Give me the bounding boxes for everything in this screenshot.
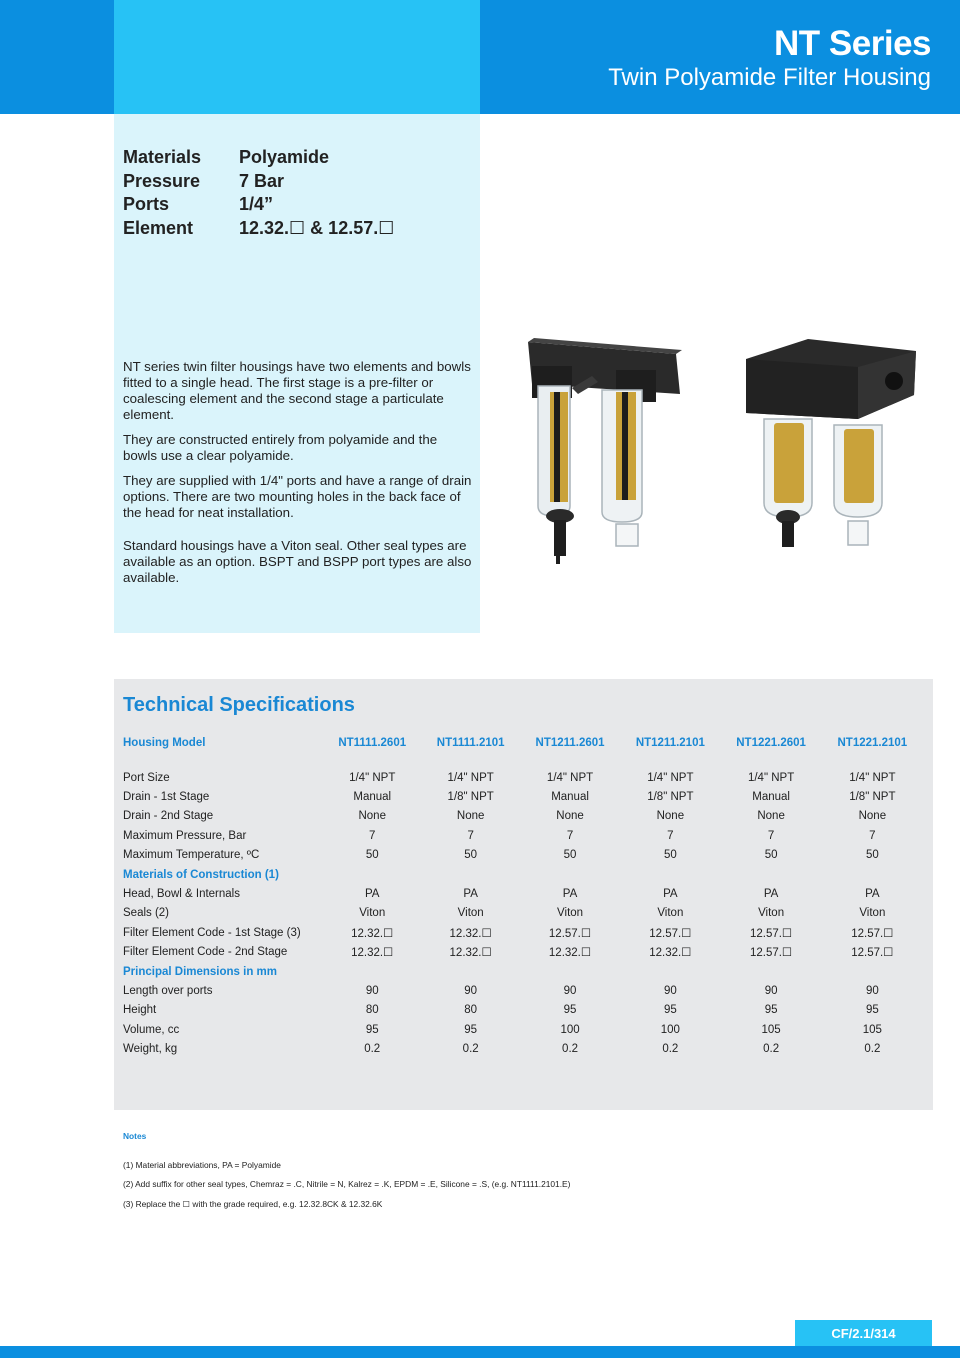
header-cell: NT1211.2601 (535, 737, 605, 749)
spec-value: 12.32.☐ & 12.57.☐ (239, 217, 395, 238)
cell-value: 50 (663, 849, 677, 862)
cell-value: 50 (365, 849, 379, 862)
cell-value: 1/4" NPT (849, 771, 896, 784)
description-paragraph: They are constructed entirely from polyamide and the bowls use a clear polyamide. (123, 432, 438, 463)
note-item: (3) Replace the ☐ with the grade required, e.g. 12.32.8CK & 12.32.6K (123, 1198, 383, 1209)
cell-value: PA (463, 888, 478, 901)
cell-value: 1/4" NPT (546, 771, 594, 784)
cell-value: 90 (464, 984, 478, 997)
key-specs (123, 146, 394, 240)
spec-value: Polyamide (239, 147, 330, 168)
notes-heading: Notes (123, 1131, 147, 1141)
cell-value: PA (663, 888, 678, 901)
cell-value: 1/8" NPT (447, 791, 494, 804)
cell-value: 105 (761, 1023, 781, 1036)
cell-value: 7 (369, 829, 376, 842)
spec-label: Pressure (123, 170, 201, 191)
cell-value: 105 (862, 1023, 882, 1036)
row-label: Maximum Temperature, ºC (123, 849, 260, 862)
cell-value: 12.57.☐ (548, 927, 592, 940)
cell-value: 7 (667, 829, 674, 842)
spec-label: Element (123, 217, 194, 238)
cell-value: Manual (752, 791, 790, 804)
cell-value: 90 (865, 984, 879, 997)
product-image-assembled (744, 337, 920, 553)
table-row (123, 884, 923, 903)
footer-bar (0, 1346, 960, 1358)
cell-value: 12.57.☐ (851, 927, 894, 940)
row-label: Drain - 1st Stage (123, 791, 210, 804)
row-label: Filter Element Code - 2nd Stage (123, 946, 288, 959)
table-row (123, 826, 923, 845)
section-row (123, 865, 923, 884)
table-row (123, 923, 923, 942)
cell-value: 7 (767, 829, 775, 842)
cell-value: 12.57.☐ (649, 927, 692, 940)
section-title: Technical Specifications (123, 694, 355, 716)
spec-label: Ports (123, 194, 170, 215)
cell-value: 7 (869, 829, 876, 842)
row-label: Height (123, 1004, 157, 1017)
cell-value: Viton (758, 907, 785, 920)
spec-label: Materials (123, 147, 202, 168)
cell-value: 7 (467, 829, 474, 842)
cell-value: 95 (365, 1023, 379, 1036)
cell-value: PA (763, 888, 779, 901)
spec-row-ports (123, 193, 394, 217)
table-row (123, 943, 923, 962)
cell-value: 95 (764, 1004, 778, 1017)
description-paragraph: Standard housings have a Viton seal. Other seal types are available as an option. BSPT and BSPP port types are also available. (123, 538, 472, 585)
cell-value: Viton (859, 907, 886, 920)
cell-value: None (556, 810, 584, 823)
cell-value: 12.32.☐ (548, 947, 592, 960)
cell-value: 0.2 (462, 1043, 479, 1056)
cell-value: Viton (457, 907, 484, 920)
cell-value: 12.57.☐ (749, 947, 793, 960)
cell-value: PA (865, 888, 880, 901)
cell-value: Manual (551, 791, 589, 804)
cell-value: 50 (764, 849, 778, 862)
cell-value: 90 (663, 984, 677, 997)
cell-value: PA (364, 888, 380, 901)
table-row (123, 807, 923, 826)
row-label: Length over ports (123, 984, 213, 997)
cell-value: Manual (353, 791, 392, 804)
cell-value: None (656, 810, 685, 823)
table-body (123, 768, 923, 1059)
row-label: Seals (2) (123, 907, 170, 920)
cell-value: 95 (865, 1004, 879, 1017)
header-cell: NT1211.2101 (635, 737, 705, 749)
table-row (123, 1001, 923, 1020)
row-label: Volume, cc (123, 1023, 180, 1036)
cell-value: Viton (359, 907, 386, 920)
cell-value: 12.32.☐ (351, 927, 394, 940)
cell-value: 50 (563, 849, 577, 862)
cell-value: 95 (663, 1004, 677, 1017)
note-item: (1) Material abbreviations, PA = Polyamide (123, 1159, 281, 1170)
cell-value: 12.32.☐ (449, 927, 492, 940)
cell-value: 1/4" NPT (447, 771, 494, 784)
header-cell: Housing Model (123, 737, 206, 749)
cell-value: 0.2 (662, 1043, 679, 1056)
description-paragraph: NT series twin filter housings have two elements and bowls fitted to a single head. The first stage is a pre-filter or coalescing element and the second stage a particulate element. (123, 359, 471, 422)
section-label: Principal Dimensions in mm (123, 965, 278, 978)
spec-value: 1/4” (239, 194, 274, 215)
header-cell: NT1111.2601 (338, 737, 407, 749)
cell-value: 95 (464, 1023, 478, 1036)
page-subtitle: Twin Polyamide Filter Housing (608, 64, 931, 91)
cell-value: 0.2 (864, 1043, 881, 1056)
cell-value: 0.2 (763, 1043, 780, 1056)
cell-value: 1/8" NPT (849, 791, 896, 804)
cell-value: 100 (660, 1023, 680, 1036)
page-reference: CF/2.1/314 (795, 1320, 932, 1346)
row-label: Drain - 2nd Stage (123, 810, 214, 823)
table-row (123, 904, 923, 923)
cell-value: 12.57.☐ (749, 927, 793, 940)
product-description (123, 359, 473, 595)
header-cell: NT1221.2101 (837, 737, 908, 749)
row-label: Maximum Pressure, Bar (123, 829, 247, 842)
table-row (123, 768, 923, 787)
section-row (123, 962, 923, 981)
table-spacer (123, 753, 923, 768)
spec-row-element (123, 217, 394, 241)
table-row (123, 1039, 923, 1058)
cell-value: 1/4" NPT (647, 771, 694, 784)
row-label: Port Size (123, 771, 170, 784)
cell-value: 50 (464, 849, 478, 862)
technical-specifications (114, 679, 933, 1110)
cell-value: PA (562, 888, 578, 901)
cell-value: 1/4" NPT (747, 771, 795, 784)
cell-value: 12.32.☐ (449, 947, 492, 960)
header-accent-block (114, 0, 480, 114)
cell-value: 90 (365, 984, 379, 997)
cell-value: 12.57.☐ (851, 947, 894, 960)
cell-value: 80 (464, 1004, 478, 1017)
cell-value: Viton (657, 907, 684, 920)
cell-value: None (456, 810, 485, 823)
row-label: Filter Element Code - 1st Stage (3) (123, 926, 301, 939)
cell-value: 90 (563, 984, 577, 997)
table-row (123, 846, 923, 865)
product-image-sectioned (524, 336, 684, 570)
cell-value: 95 (563, 1004, 577, 1017)
cell-value: 12.32.☐ (649, 947, 692, 960)
cell-value: 80 (365, 1004, 379, 1017)
cell-value: 1/8" NPT (647, 791, 694, 804)
cell-value: None (358, 810, 386, 823)
notes (123, 1131, 570, 1218)
cell-value: 100 (560, 1023, 580, 1036)
row-label: Weight, kg (123, 1043, 178, 1056)
table-header (123, 733, 923, 753)
cell-value: None (858, 810, 887, 823)
table-row (123, 787, 923, 806)
cell-value: Viton (557, 907, 584, 920)
cell-value: 90 (764, 984, 778, 997)
spec-table (123, 733, 923, 1059)
cell-value: 1/4" NPT (349, 771, 396, 784)
header-cell: NT1221.2601 (736, 737, 806, 749)
cell-value: 0.2 (562, 1043, 579, 1056)
note-item: (2) Add suffix for other seal types, Chemraz = .C, Nitrile = N, Kalrez = .K, EPDM = .E, Silicone = .S, (e.g. NT1111.2101.E) (123, 1179, 571, 1189)
cell-value: 0.2 (364, 1043, 381, 1056)
header-cell: NT1111.2101 (436, 737, 505, 749)
spec-value: 7 Bar (239, 170, 285, 191)
spec-row-materials (123, 146, 394, 170)
cell-value: 7 (566, 829, 574, 842)
table-row (123, 981, 923, 1000)
spec-row-pressure (123, 170, 394, 194)
description-paragraph: They are supplied with 1/4" ports and have a range of drain options. There are two mounting holes in the back face of the head for neat installation. (123, 473, 472, 520)
row-label: Head, Bowl & Internals (123, 888, 240, 901)
page-title: NT Series (774, 24, 931, 63)
table-row (123, 1020, 923, 1039)
cell-value: 12.32.☐ (351, 947, 394, 960)
cell-value: 50 (865, 849, 879, 862)
section-label: Materials of Construction (1) (123, 868, 279, 881)
cell-value: None (757, 810, 785, 823)
